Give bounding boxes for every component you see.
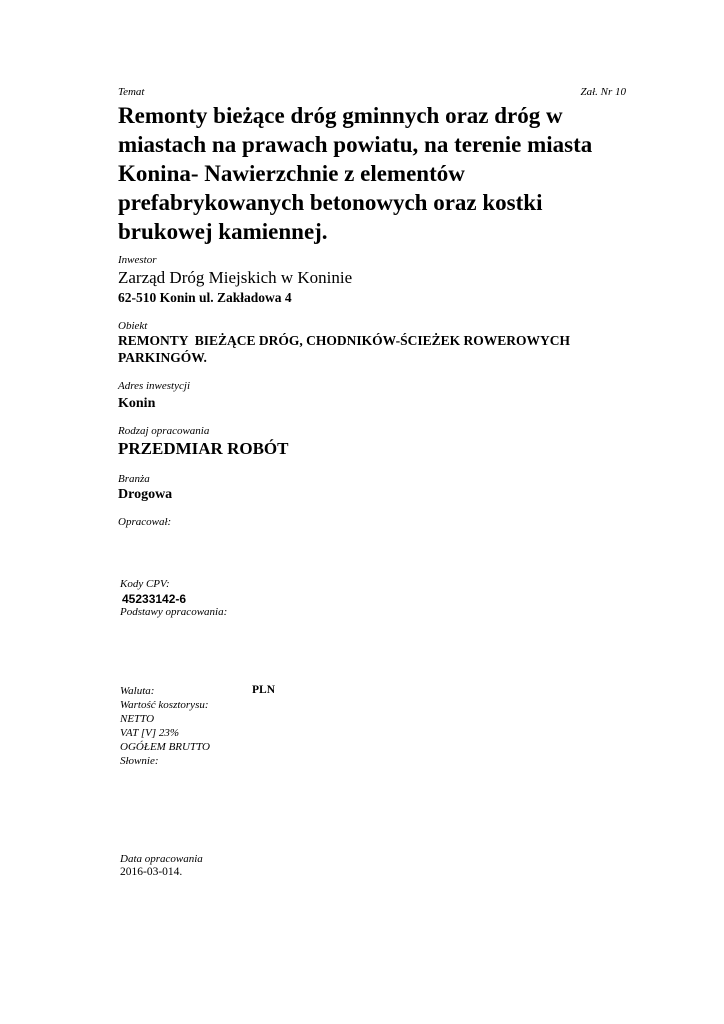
- prepared-by-label: Opracował:: [118, 516, 172, 528]
- title-line: brukowej kamiennej.: [118, 219, 328, 244]
- in-words-label: Słownie:: [120, 755, 159, 767]
- netto-label: NETTO: [120, 713, 155, 725]
- investor-name: Zarząd Dróg Miejskich w Koninie: [118, 268, 353, 287]
- attachment-number: Zał. Nr 10: [580, 86, 626, 98]
- study-kind-label: Rodzaj opracowania: [118, 425, 210, 437]
- cost-value-label: Wartość kosztorysu:: [120, 699, 209, 711]
- brutto-label: OGÓŁEM BRUTTO: [120, 741, 210, 753]
- title-line: Remonty bieżące dróg gminnych oraz dróg w: [118, 103, 563, 128]
- study-kind-value: PRZEDMIAR ROBÓT: [118, 439, 289, 458]
- investment-address-value: Konin: [118, 396, 156, 411]
- temat-label: Temat: [118, 86, 145, 98]
- basis-label: Podstawy opracowania:: [120, 606, 228, 618]
- branch-value: Drogowa: [118, 487, 173, 502]
- currency-label: Waluta:: [120, 685, 155, 697]
- document-title: [118, 101, 638, 246]
- title-line: prefabrykowanych betonowych oraz kostki: [118, 190, 543, 215]
- cpv-code: 45233142-6: [122, 592, 187, 606]
- currency-value: PLN: [252, 684, 275, 696]
- title-line: Konina- Nawierzchnie z elementów: [118, 161, 465, 186]
- date-label: Data opracowania: [120, 853, 203, 865]
- object-line-2: PARKINGÓW.: [118, 350, 207, 365]
- branch-label: Branża: [118, 473, 150, 485]
- investor-label: Inwestor: [118, 254, 157, 266]
- object-line-1: REMONTY BIEŻĄCE DRÓG, CHODNIKÓW-ŚCIEŻEK ROWEROWYCH: [118, 333, 571, 348]
- investment-address-label: Adres inwestycji: [118, 380, 190, 392]
- object-label: Obiekt: [118, 320, 148, 332]
- title-line: miastach na prawach powiatu, na terenie miasta: [118, 132, 593, 157]
- vat-label: VAT [V] 23%: [120, 727, 180, 739]
- investor-address: 62-510 Konin ul. Zakładowa 4: [118, 290, 292, 305]
- date-value: 2016-03-014.: [120, 866, 183, 878]
- cpv-label: Kody CPV:: [120, 578, 170, 590]
